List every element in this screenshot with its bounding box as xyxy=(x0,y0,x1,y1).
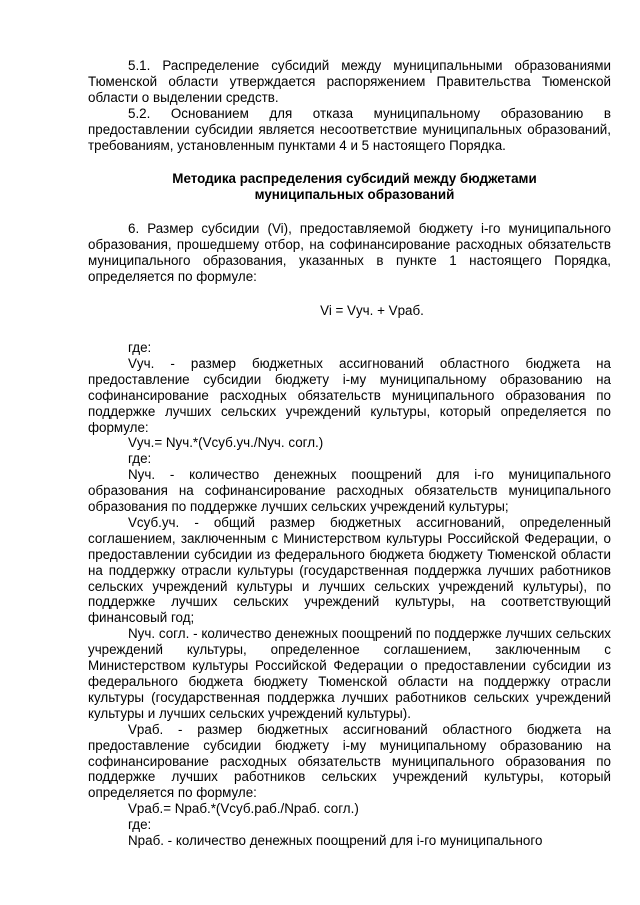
formula-vuch: Vуч.= Nуч.*(Vсуб.уч./Nуч. согл.) xyxy=(128,435,324,451)
section-heading xyxy=(88,171,611,203)
formula-main: Vi = Vуч. + Vраб. xyxy=(320,303,424,319)
formula-vrab: Vраб.= Nраб.*(Vсуб.раб./Nраб. согл.) xyxy=(128,801,359,817)
paragraph-5-1: 5.1. Распределение субсидий между муниципальными образованиями Тюменской области утверждается распоряжением Правительства Тюменской области о выделении средств. xyxy=(88,58,611,105)
definition-vrab: Vраб. - размер бюджетных ассигнований областного бюджета на предоставление субсидии бюджету i-му муниципальному образованию на софинансирование расходных обязательств муниципального образования по поддержке лучших работников сельских учреждений культуры, который определяется по формуле: xyxy=(88,721,611,801)
where-label: где: xyxy=(128,451,152,467)
definition-nuch: Nуч. - количество денежных поощрений для i-го муниципального образования на софинансирование расходных обязательств муниципального образования по поддержке лучших сельских учреждений культуры; xyxy=(88,467,611,515)
section-heading-line-1: Методика распределения субсидий между бюджетами xyxy=(172,171,537,187)
definition-vuch: Vуч. - размер бюджетных ассигнований областного бюджета на предоставление субсидии бюджету i-му муниципальному образованию на софинансирование расходных обязательств муниципального образования по поддержке лучших сельских учреждений культуры, который определяется по формуле: xyxy=(88,355,611,435)
definition-nrab: Nраб. - количество денежных поощрений для i-го муниципального xyxy=(128,833,543,849)
definition-vsub-uch: Vсуб.уч. - общий размер бюджетных ассигнований, определенный соглашением, заключенным с Министерством культуры Российской Федерации, о предоставлении субсидии из федерального бюджета бюджету Тюменской области на поддержку отрасли культуры (государственная поддержка лучших работников сельских учреждений культуры и лучших сельских учреждений культуры), по поддержке лучших сельских учреждений культуры, на соответствующий финансовый год; xyxy=(88,514,611,626)
where-label: где: xyxy=(128,339,152,355)
definition-nuch-sogl: Nуч. согл. - количество денежных поощрений по поддержке лучших сельских учреждений культуры, определенное соглашением, заключенным с Министерством культуры Российской Федерации о предоставлении субсидии из федерального бюджета бюджету Тюменской области на поддержку отрасли культуры (государственная поддержка лучших работников сельских учреждений культуры и лучших сельских учреждений культуры). xyxy=(88,626,611,721)
paragraph-5-2: 5.2. Основанием для отказа муниципальному образованию в предоставлении субсидии является несоответствие муниципальных образований, требованиям, установленным пунктами 4 и 5 настоящего Порядка. xyxy=(88,105,611,153)
document-page xyxy=(88,58,611,849)
paragraph-6: 6. Размер субсидии (Vi), предоставляемой бюджету i-го муниципального образования, прошедшему отбор, на софинансирование расходных обязательств муниципального образования, указанных в пункте 1 настоящего Порядка, определяется по формуле: xyxy=(88,221,611,285)
section-heading-line-2: муниципальных образований xyxy=(254,187,455,203)
where-label: где: xyxy=(128,817,152,833)
